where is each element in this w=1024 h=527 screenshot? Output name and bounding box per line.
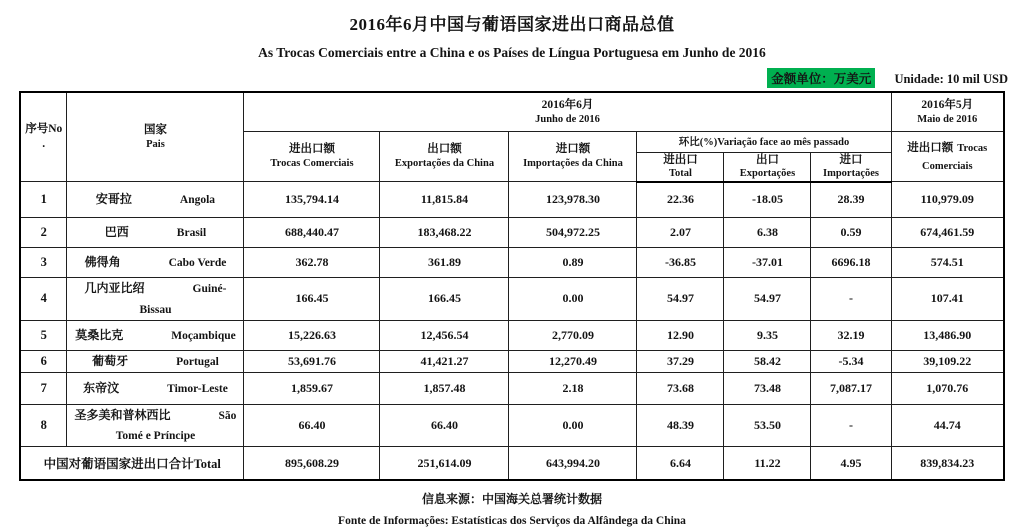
unit-label-en: Unidade: 10 mil USD — [894, 72, 1008, 86]
country-cell — [67, 350, 244, 372]
may-trade-value: 13,486.90 — [891, 320, 1004, 350]
june-header-pt: Junho de 2016 — [535, 113, 600, 125]
exports-header-pt: Exportações da China — [394, 158, 495, 170]
mom-total-value: 12.90 — [637, 320, 724, 350]
imports-value: 0.00 — [509, 404, 637, 447]
mom-group-label: 环比(%)Variação face ao mês passado — [678, 137, 850, 148]
table-row — [20, 182, 1004, 218]
total-trade-value: 895,608.29 — [244, 447, 380, 480]
may-trade-value: 39,109.22 — [891, 350, 1004, 372]
trade-value: 135,794.14 — [244, 182, 380, 218]
unit-label-cn: 金额单位：万美元 — [767, 68, 875, 88]
trade-header-pt: Trocas Comerciais — [270, 158, 354, 170]
may-trade-value: 674,461.59 — [891, 218, 1004, 248]
total-exports-value: 251,614.09 — [380, 447, 509, 480]
trade-value: 688,440.47 — [244, 218, 380, 248]
mom-exports-cn: 出口 — [755, 153, 779, 166]
may-trade-value: 44.74 — [891, 404, 1004, 447]
may-header-cn: 2016年5月 — [921, 98, 974, 111]
mom-total-value: 54.97 — [637, 278, 724, 321]
exports-value: 361.89 — [380, 248, 509, 278]
trade-table — [19, 91, 1005, 481]
country-name-cn: 东帝汶 — [83, 380, 120, 395]
may-trade-value: 574.51 — [891, 248, 1004, 278]
mom-imports-value: - — [811, 404, 891, 447]
col-header-no — [20, 92, 67, 182]
exports-value: 1,857.48 — [380, 372, 509, 404]
country-name-pt: Timor-Leste — [167, 382, 228, 395]
mom-imports-value: - — [811, 278, 891, 321]
mom-total-value: 2.07 — [637, 218, 724, 248]
row-number: 2 — [20, 218, 67, 248]
june-header-cn: 2016年6月 — [541, 98, 594, 111]
mom-exports-value: 73.48 — [724, 372, 811, 404]
col-header-june-2016 — [244, 92, 891, 131]
mom-imports-value: 32.19 — [811, 320, 891, 350]
mom-total-value: 22.36 — [637, 182, 724, 218]
exports-header-cn: 出口额 — [427, 143, 462, 156]
table-row — [20, 320, 1004, 350]
country-cell — [67, 372, 244, 404]
col-header-mom-total — [637, 152, 724, 182]
table-row — [20, 278, 1004, 321]
country-name-cn: 安哥拉 — [95, 192, 132, 207]
exports-value: 12,456.54 — [380, 320, 509, 350]
total-may-trade-value: 839,834.23 — [891, 447, 1004, 480]
country-name-pt: São Tomé e Príncipe — [115, 409, 237, 443]
mom-total-value: -36.85 — [637, 248, 724, 278]
imports-header-cn: 进口额 — [555, 143, 591, 156]
row-number: 8 — [20, 404, 67, 447]
imports-value: 0.89 — [509, 248, 637, 278]
exports-value: 11,815.84 — [380, 182, 509, 218]
mom-exports-value: -37.01 — [724, 248, 811, 278]
col-header-country-pt: Pais — [146, 138, 165, 150]
col-header-trade — [244, 131, 380, 182]
mom-exports-value: 54.97 — [724, 278, 811, 321]
mom-total-value: 73.68 — [637, 372, 724, 404]
country-cell — [67, 182, 244, 218]
total-row — [20, 447, 1004, 480]
exports-value: 66.40 — [380, 404, 509, 447]
imports-value: 123,978.30 — [509, 182, 637, 218]
trade-value: 362.78 — [244, 248, 380, 278]
imports-header-pt: Importações da China — [523, 158, 623, 170]
imports-value: 504,972.25 — [509, 218, 637, 248]
total-imports-value: 643,994.20 — [509, 447, 637, 480]
may-trade-header-cn: 进出口额 — [907, 142, 954, 155]
trade-value: 15,226.63 — [244, 320, 380, 350]
country-cell — [67, 218, 244, 248]
may-trade-value: 1,070.76 — [891, 372, 1004, 404]
page-title-pt: As Trocas Comerciais entre a China e os Países de Língua Portuguesa em Junho de 2016 — [258, 45, 766, 60]
may-header-pt: Maio de 2016 — [917, 113, 978, 125]
imports-value: 12,270.49 — [509, 350, 637, 372]
total-mom-imports-value: 4.95 — [811, 447, 891, 480]
row-number: 7 — [20, 372, 67, 404]
mom-exports-value: 53.50 — [724, 404, 811, 447]
total-mom-total-value: 6.64 — [637, 447, 724, 480]
trade-value: 53,691.76 — [244, 350, 380, 372]
col-header-no-dot: . — [42, 138, 46, 151]
country-name-pt: Cabo Verde — [168, 257, 227, 270]
mom-imports-cn: 进口 — [839, 153, 863, 166]
mom-total-value: 48.39 — [637, 404, 724, 447]
mom-total-pt: Total — [669, 168, 692, 180]
row-number: 1 — [20, 182, 67, 218]
mom-exports-value: 58.42 — [724, 350, 811, 372]
may-trade-value: 110,979.09 — [891, 182, 1004, 218]
exports-value: 166.45 — [380, 278, 509, 321]
mom-imports-value: 0.59 — [811, 218, 891, 248]
table-row — [20, 350, 1004, 372]
col-header-mom-imports — [811, 152, 891, 182]
row-number: 5 — [20, 320, 67, 350]
table-row — [20, 372, 1004, 404]
row-number: 6 — [20, 350, 67, 372]
mom-total-value: 37.29 — [637, 350, 724, 372]
trade-header-cn: 进出口额 — [288, 143, 335, 156]
table-row — [20, 218, 1004, 248]
col-header-country-cn: 国家 — [143, 124, 167, 136]
mom-exports-value: 6.38 — [724, 218, 811, 248]
imports-value: 2.18 — [509, 372, 637, 404]
country-name-cn: 佛得角 — [84, 255, 121, 270]
mom-total-cn: 进出口 — [663, 153, 698, 166]
may-trade-value: 107.41 — [891, 278, 1004, 321]
country-name-pt: Guiné-Bissau — [139, 283, 227, 316]
country-name-cn: 莫桑比克 — [75, 327, 124, 342]
mom-exports-value: 9.35 — [724, 320, 811, 350]
source-line-cn: 信息来源：中国海关总署统计数据 — [421, 491, 602, 506]
may-trade-header-pt: Trocas Comerciais — [921, 143, 988, 173]
country-cell — [67, 320, 244, 350]
trade-value: 166.45 — [244, 278, 380, 321]
exports-value: 41,421.27 — [380, 350, 509, 372]
country-cell — [67, 404, 244, 447]
col-header-mom-exports — [724, 152, 811, 182]
col-header-exports — [380, 131, 509, 182]
col-header-may-2016 — [891, 92, 1004, 131]
page-title-cn: 2016年6月中国与葡语国家进出口商品总值 — [349, 15, 675, 34]
trade-value: 1,859.67 — [244, 372, 380, 404]
col-header-no-cn: 序号No — [25, 123, 63, 136]
trade-value: 66.40 — [244, 404, 380, 447]
country-name-pt: Angola — [179, 194, 216, 207]
country-name-cn: 葡萄牙 — [92, 353, 129, 368]
country-cell — [67, 248, 244, 278]
col-header-may-trade — [891, 131, 1004, 182]
country-name-pt: Moçambique — [171, 329, 236, 342]
mom-imports-pt: Importações — [823, 168, 879, 180]
total-label: 中国对葡语国家进出口合计Total — [20, 447, 244, 480]
imports-value: 0.00 — [509, 278, 637, 321]
mom-imports-value: -5.34 — [811, 350, 891, 372]
unit-line — [16, 68, 1008, 88]
exports-value: 183,468.22 — [380, 218, 509, 248]
country-name-pt: Brasil — [176, 227, 207, 240]
mom-exports-pt: Exportações — [739, 168, 796, 180]
country-name-pt: Portugal — [176, 355, 219, 368]
mom-imports-value: 6696.18 — [811, 248, 891, 278]
col-header-mom-group — [637, 131, 891, 152]
table-row — [20, 248, 1004, 278]
mom-imports-value: 7,087.17 — [811, 372, 891, 404]
total-mom-exports-value: 11.22 — [724, 447, 811, 480]
country-name-cn: 几内亚比绍 — [84, 281, 145, 296]
country-name-cn: 圣多美和普林西比 — [74, 407, 171, 422]
source-line-pt: Fonte de Informações: Estatísticas dos Serviços da Alfândega da China — [338, 514, 686, 527]
mom-exports-value: -18.05 — [724, 182, 811, 218]
imports-value: 2,770.09 — [509, 320, 637, 350]
row-number: 3 — [20, 248, 67, 278]
row-number: 4 — [20, 278, 67, 321]
country-cell — [67, 278, 244, 321]
col-header-imports — [509, 131, 637, 182]
col-header-country — [67, 92, 244, 182]
table-row — [20, 404, 1004, 447]
mom-imports-value: 28.39 — [811, 182, 891, 218]
country-name-cn: 巴西 — [104, 225, 129, 240]
